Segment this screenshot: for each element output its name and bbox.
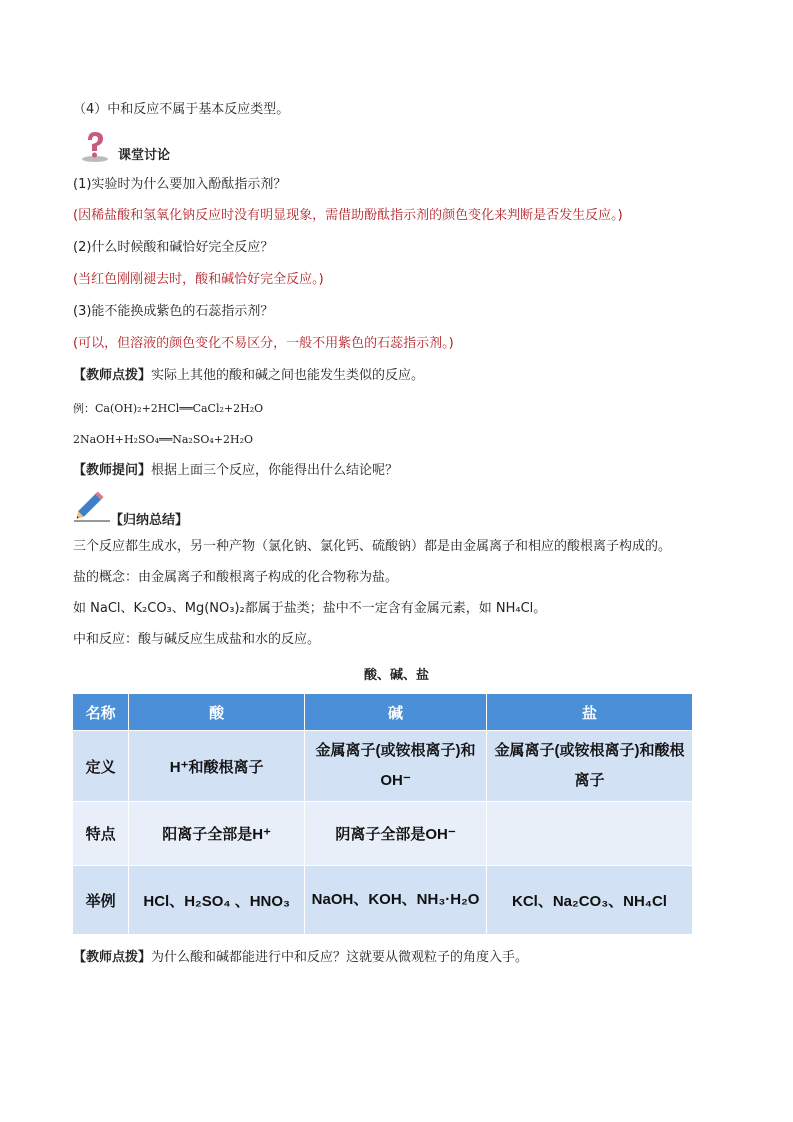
table-row xyxy=(73,731,693,802)
table-header-row xyxy=(73,694,693,731)
intro-line: （4）中和反应不属于基本反应类型。 xyxy=(73,102,290,117)
example-formula-1: Ca(OH)₂+2HCl══CaCl₂+2H₂O xyxy=(95,402,264,415)
cell-base: 金属离子(或铵根离子)和OH⁻ xyxy=(305,731,487,802)
row-label: 举例 xyxy=(73,866,129,935)
cell-acid: HCl、H₂SO₄ 、HNO₃ xyxy=(129,866,305,935)
header-salt: 盐 xyxy=(486,694,692,731)
summary-title: 【归纳总结】 xyxy=(110,513,189,528)
cell-salt: 金属离子(或铵根离子)和酸根离子 xyxy=(486,731,692,802)
cell-acid: H⁺和酸根离子 xyxy=(129,731,305,802)
cell-acid: 阳离子全部是H⁺ xyxy=(129,802,305,866)
pencil-icon xyxy=(72,490,112,528)
table-row xyxy=(73,802,693,866)
cell-base: 阴离子全部是OH⁻ xyxy=(305,802,487,866)
teacher-note-2 xyxy=(73,949,528,967)
header-acid: 酸 xyxy=(129,694,305,731)
teacher-question-text: 根据上面三个反应，你能得出什么结论呢？ xyxy=(151,463,399,478)
header-name: 名称 xyxy=(73,694,129,731)
teacher-note-tag: 【教师点拨】 xyxy=(73,368,152,383)
table-row xyxy=(73,866,693,935)
row-label: 特点 xyxy=(73,802,129,866)
example-prefix: 例： xyxy=(73,402,95,415)
summary-line-2: 盐的概念：由金属离子和酸根离子构成的化合物称为盐。 xyxy=(73,570,399,585)
question-3: (3)能不能换成紫色的石蕊指示剂？ xyxy=(73,304,274,319)
teacher-note-1 xyxy=(73,367,424,385)
teacher-note-text: 为什么酸和碱都能进行中和反应？这就要从微观粒子的角度入手。 xyxy=(151,950,529,965)
discussion-title: 课堂讨论 xyxy=(118,148,171,163)
answer-1: (因稀盐酸和氢氧化钠反应时没有明显现象，需借助酚酞指示剂的颜色变化来判断是否发生反应。) xyxy=(73,208,623,223)
row-label: 定义 xyxy=(73,731,129,802)
summary-line-4: 中和反应：酸与碱反应生成盐和水的反应。 xyxy=(73,632,321,647)
teacher-note-text: 实际上其他的酸和碱之间也能发生类似的反应。 xyxy=(151,368,425,383)
summary-line-3: 如 NaCl、K₂CO₃、Mg(NO₃)₂都属于盐类；盐中不一定含有金属元素，如 NH₄Cl。 xyxy=(73,601,547,616)
question-mark-icon xyxy=(80,130,110,166)
answer-2: (当红色刚刚褪去时，酸和碱恰好完全反应。) xyxy=(73,272,324,287)
example-formula-2: 2NaOH+H₂SO₄══Na₂SO₄+2H₂O xyxy=(73,433,254,446)
teacher-question xyxy=(73,462,398,480)
teacher-question-tag: 【教师提问】 xyxy=(73,463,152,478)
question-1: (1)实验时为什么要加入酚酞指示剂？ xyxy=(73,177,287,192)
table-caption: 酸、碱、盐 xyxy=(363,668,429,683)
question-2: (2)什么时候酸和碱恰好完全反应？ xyxy=(73,240,274,255)
acid-base-salt-table xyxy=(72,693,693,935)
header-base: 碱 xyxy=(305,694,487,731)
example-1 xyxy=(73,400,263,418)
teacher-note-tag: 【教师点拨】 xyxy=(73,950,152,965)
answer-3: (可以，但溶液的颜色变化不易区分，一般不用紫色的石蕊指示剂。) xyxy=(73,336,454,351)
summary-line-1: 三个反应都生成水，另一种产物（氯化钠、氯化钙、硫酸钠）都是由金属离子和相应的酸根离子构成的。 xyxy=(73,539,672,554)
cell-base: NaOH、KOH、NH₃·H₂O xyxy=(305,866,487,935)
cell-salt xyxy=(486,802,692,866)
cell-salt: KCl、Na₂CO₃、NH₄Cl xyxy=(486,866,692,935)
